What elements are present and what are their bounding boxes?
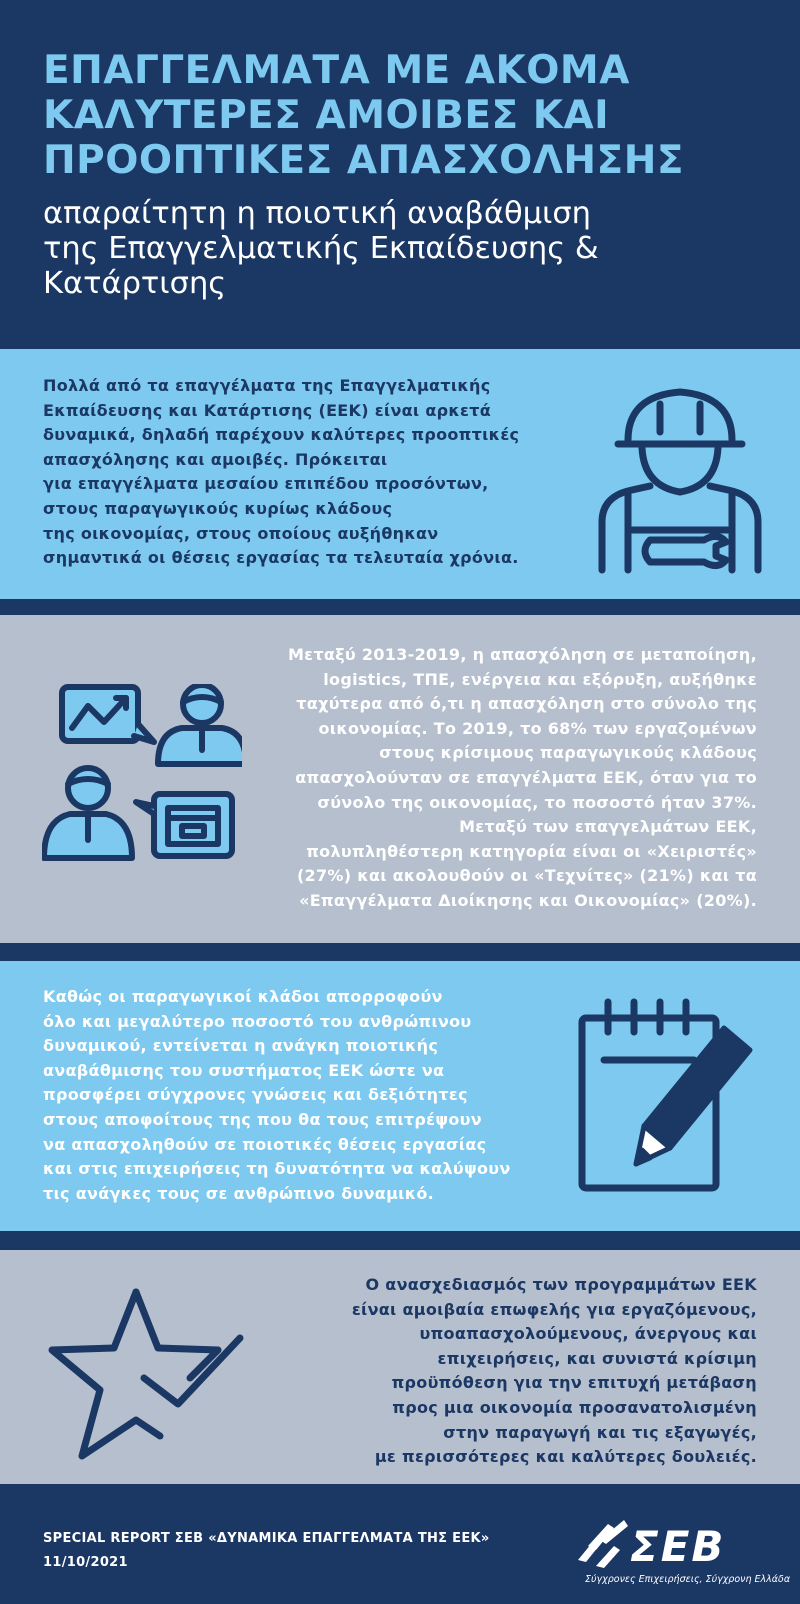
worker-helmet-wrench-icon — [598, 382, 762, 574]
text-line: στους αποφοίτους της που θα τους επιτρέψουν — [43, 1109, 482, 1129]
text-line: προσφέρει σύγχρονες γνώσεις και δεξιότητες — [43, 1085, 468, 1105]
text-line: πολυπληθέστερη κατηγορία είναι οι «Χειριστές» — [306, 841, 757, 861]
seb-logo-mark-icon — [574, 1516, 632, 1572]
text-line: logistics, ΤΠΕ, ενέργεια και εξόρυξη, αυξήθηκε — [323, 669, 757, 689]
text-line: σημαντικά οι θέσεις εργασίας τα τελευταία χρόνια. — [43, 548, 519, 568]
section-4-text — [352, 1273, 757, 1470]
text-line: οικονομίας. Το 2019, το 68% των εργαζομένων — [318, 718, 757, 738]
text-line: δυναμικού, εντείνεται η ανάγκη ποιοτικής — [43, 1036, 439, 1056]
text-line: είναι αμοιβαία επωφελής για εργαζόμενους, — [351, 1299, 757, 1319]
text-line: τις ανάγκες τους σε ανθρώπινο δυναμικό. — [43, 1183, 435, 1203]
page-title — [43, 48, 763, 183]
text-line: Πολλά από τα επαγγέλματα της Επαγγελματικής — [43, 376, 491, 395]
section-3-text — [43, 985, 511, 1206]
star-check-icon — [40, 1286, 250, 1466]
text-line: «Επαγγέλματα Διοίκησης και Οικονομίας» (20%). — [299, 890, 757, 910]
title-line: ΕΠΑΓΓΕΛΜΑΤΑ ΜΕ ΑΚΟΜΑ — [43, 48, 630, 93]
text-line: επιχειρήσεις, και συνιστά κρίσιμη — [437, 1348, 757, 1368]
text-line: απασχολούνταν σε επαγγέλματα ΕΕΚ, όταν για το — [295, 767, 757, 787]
text-line: για επαγγέλματα μεσαίου επιπέδου προσόντων, — [43, 474, 489, 494]
text-line: και στις επιχειρήσεις τη δυνατότητα να καλύψουν — [43, 1159, 511, 1179]
text-line: αναβάθμισης του συστήματος ΕΕΚ ώστε να — [43, 1060, 445, 1080]
text-line: ταχύτερα από ό,τι η απασχόληση στο σύνολο της — [296, 694, 757, 714]
text-line: απασχόλησης και αμοιβές. Πρόκειται — [43, 449, 388, 469]
text-line: προς μια οικονομία προσανατολισμένη — [392, 1397, 757, 1417]
seb-logo-text: ΣΕΒ — [630, 1522, 726, 1571]
text-line: στους παραγωγικούς κυρίως κλάδους — [43, 498, 393, 518]
text-line: δυναμικά, δηλαδή παρέχουν καλύτερες προοπτικές — [43, 425, 520, 445]
text-line: Εκπαίδευσης και Κατάρτισης (ΕΕΚ) είναι αρκετά — [43, 400, 492, 420]
subtitle-line: απαραίτητη η ποιοτική αναβάθμιση — [43, 196, 592, 231]
text-line: στους κρίσιμους παραγωγικούς κλάδους — [379, 743, 757, 763]
text-line: στην παραγωγή και τις εξαγωγές, — [443, 1422, 757, 1442]
text-line: με περισσότερες και καλύτερες δουλειές. — [374, 1447, 757, 1467]
text-line: Μεταξύ 2013-2019, η απασχόληση σε μεταποίηση, — [287, 645, 757, 664]
text-line: (27%) και ακολουθούν οι «Τεχνίτες» (21%) και τα — [296, 866, 757, 886]
text-line: Καθώς οι παραγωγικοί κλάδοι απορροφούν — [43, 987, 443, 1006]
notepad-pencil-icon — [574, 998, 764, 1194]
title-line: ΠΡΟΟΠΤΙΚΕΣ ΑΠΑΣΧΟΛΗΣΗΣ — [43, 138, 684, 183]
page-subtitle — [43, 196, 763, 301]
text-line: υποαπασχολούμενους, άνεργους και — [419, 1324, 757, 1344]
text-line: όλο και μεγαλύτερο ποσοστό του ανθρώπινου — [43, 1011, 472, 1031]
text-line: Μεταξύ των επαγγελμάτων ΕΕΚ, — [459, 817, 757, 837]
seb-logo-tagline: Σύγχρονες Επιχειρήσεις, Σύγχρονη Ελλάδα — [585, 1574, 791, 1585]
people-discussion-icon — [42, 684, 242, 874]
subtitle-line: Κατάρτισης — [43, 266, 227, 301]
text-line: προϋπόθεση για την επιτυχή μετάβαση — [391, 1373, 757, 1393]
text-line: Ο ανασχεδιασμός των προγραμμάτων ΕΕΚ — [365, 1275, 757, 1294]
text-line: της οικονομίας, στους οποίους αυξήθηκαν — [43, 523, 439, 543]
section-1-text — [43, 374, 519, 571]
footer-date: 11/10/2021 — [43, 1555, 128, 1570]
section-2-text — [288, 643, 757, 914]
subtitle-line: της Επαγγελματικής Εκπαίδευσης & — [43, 231, 599, 266]
title-line: ΚΑΛΥΤΕΡΕΣ ΑΜΟΙΒΕΣ ΚΑΙ — [43, 93, 610, 138]
footer-report-line: SPECIAL REPORT ΣΕΒ «ΔΥΝΑΜΙΚΑ ΕΠΑΓΓΕΛΜΑΤΑ ΤΗΣ ΕΕΚ» — [43, 1531, 490, 1546]
text-line: σύνολο της οικονομίας, το ποσοστό ήταν 37%. — [317, 792, 757, 812]
text-line: να απασχοληθούν σε ποιοτικές θέσεις εργασίας — [43, 1134, 487, 1154]
